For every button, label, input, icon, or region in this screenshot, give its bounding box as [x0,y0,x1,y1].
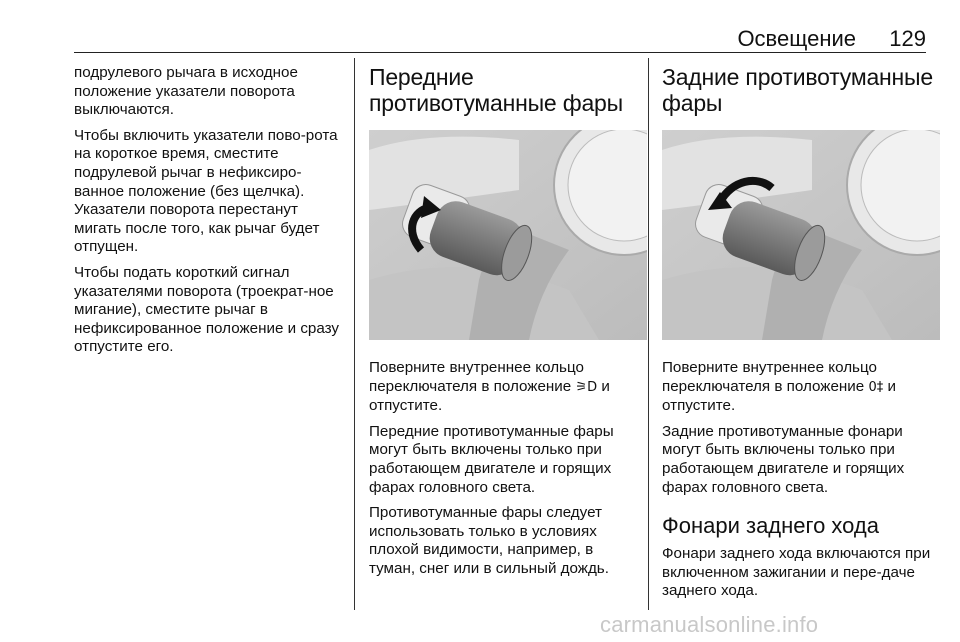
heading-rear-fog-lights: Задние противотуманные фары [662,64,933,116]
page-number: 129 [889,26,926,51]
paragraph: Чтобы подать короткий сигнал указателями поворота (троекрат‐ное мигание), сместите рычаг в нефиксированное положение и сразу отпустите его. [74,263,340,356]
instruction-end: и отпустите. [369,377,610,415]
watermark: carmanualsonline.info [600,612,819,637]
section-title: Освещение [737,26,856,51]
page-header [74,26,926,52]
paragraph: Чтобы включить указатели пово‐рота на короткое время, сместите подрулевой рычаг в нефиксиро‐ванное положение (без щелчка). Указатели поворота перестанут мигать после того, как рычаг будет отпущен. [74,126,338,256]
column-3 [662,64,934,608]
instruction-paragraph [369,359,639,416]
column-2 [369,64,639,586]
paragraph: Фонари заднего хода включаются при включенном зажигании и пере‐даче заднего хода. [662,545,931,600]
column-1 [74,64,346,364]
paragraph: подрулевого рычага в исходное положение указатели поворота выключаются. [74,64,298,119]
column-divider-1 [354,58,355,610]
rear-fog-switch-illustration [662,130,940,340]
heading-front-fog-lights: Передние противотуманные фары [369,64,623,116]
heading-reverse-lights: Фонари заднего хода [662,513,879,539]
instruction-text: Поверните внутреннее кольцо переключателя в положение [662,359,877,395]
paragraph: Передние противотуманные фары могут быть включены только при работающем двигателе и горящих фарах головного света. [369,422,614,496]
column-divider-2 [648,58,649,610]
paragraph: Задние противотуманные фонари могут быть включены только при работающем двигателе и горящих фарах головного света. [662,422,905,496]
rear-fog-symbol: 0‡ [868,379,884,395]
front-fog-switch-illustration [369,130,647,340]
paragraph: Противотуманные фары следует использовать только в условиях плохой видимости, например, в туман, снег или в сильный дождь. [369,504,609,577]
instruction-paragraph [662,359,934,416]
front-fog-symbol: ⚞D [575,379,598,395]
header-rule [74,52,926,53]
instruction-text: Поверните внутреннее кольцо переключателя в положение [369,359,584,395]
instruction-end: и отпустите. [662,377,896,415]
